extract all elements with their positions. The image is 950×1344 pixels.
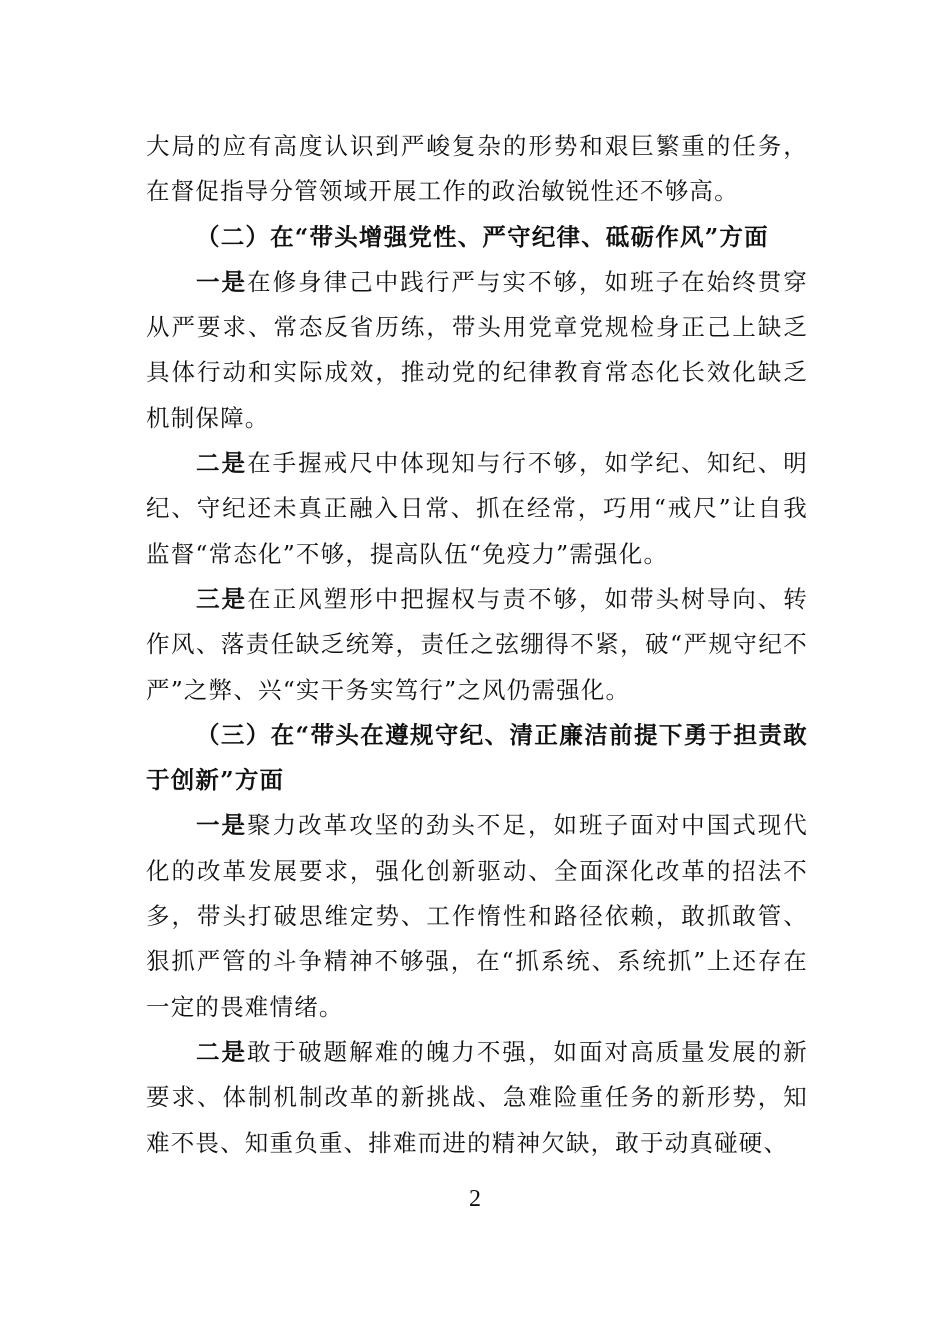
paragraph-continuation: 大局的应有高度认识到严峻复杂的形势和艰巨繁重的任务，在督促指导分管领域开展工作的政治敏锐性还不够高。 xyxy=(146,132,808,206)
item-text: 聚力改革攻坚的劲头不足，如班子面对中国式现代化的改革发展要求，强化创新驱动、全面深化改革的招法不多，带头打破思维定势、工作惰性和路径依赖，敢抓敢管、狠抓严管的斗争精神不够强，在“抓系统、系统抓”上还存在一定的畏难情绪。 xyxy=(146,811,808,1021)
item-lead: 二是 xyxy=(196,449,248,478)
list-item xyxy=(146,803,808,1029)
list-item xyxy=(146,441,808,577)
list-item xyxy=(146,1030,808,1166)
item-text: 在正风塑形中把握权与责不够，如带头树导向、转作风、落责任缺乏统筹，责任之弦绷得不紧，破“严规守纪不严”之弊、兴“实干务实笃行”之风仍需强化。 xyxy=(146,584,808,704)
section-heading-2: （二）在“带头增强党性、严守纪律、砥砺作风”方面 xyxy=(196,222,769,251)
item-lead: 一是 xyxy=(196,267,248,296)
item-lead: 二是 xyxy=(196,1037,248,1066)
document-body xyxy=(146,124,808,1166)
item-lead: 一是 xyxy=(196,811,248,840)
item-text: 敢于破题解难的魄力不强，如面对高质量发展的新要求、体制机制改革的新挑战、急难险重任务的新形势，知难不畏、知重负重、排难而进的精神欠缺，敢于动真碰硬、 xyxy=(146,1037,808,1157)
list-item xyxy=(146,577,808,713)
item-text: 在手握戒尺中体现知与行不够，如学纪、知纪、明纪、守纪还未真正融入日常、抓在经常，巧用“戒尺”让自我监督“常态化”不够，提高队伍“免疫力”需强化。 xyxy=(146,449,808,568)
section-heading-3: （三）在“带头在遵规守纪、清正廉洁前提下勇于担责敢于创新”方面 xyxy=(146,720,808,795)
item-lead: 三是 xyxy=(196,584,248,613)
list-item xyxy=(146,260,808,441)
page-number: 2 xyxy=(469,1186,481,1212)
item-text: 在修身律己中践行严与实不够，如班子在始终贯穿从严要求、常态反省历练，带头用党章党规检身正己上缺乏具体行动和实际成效，推动党的纪律教育常态化长效化缺乏机制保障。 xyxy=(146,267,808,432)
